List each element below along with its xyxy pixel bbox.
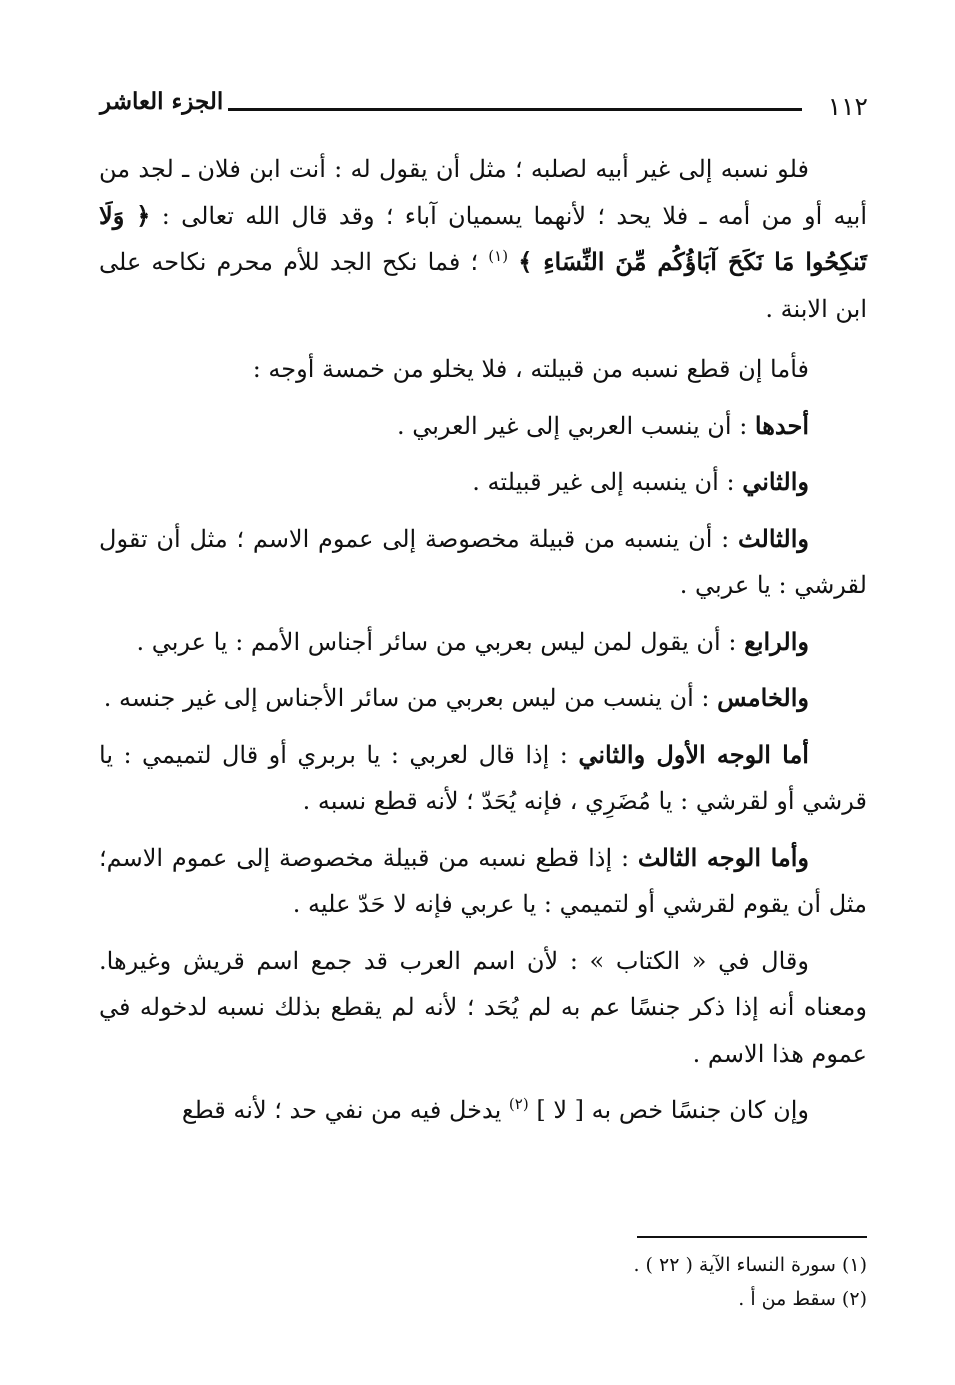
- paragraph-text: : أن ينسبه إلى غير قبيلته .: [472, 468, 735, 496]
- paragraph: [99, 516, 867, 609]
- quran-verse: ﴿ وَلَا تَنكِحُوا مَا نَكَحَ آبَاؤُكُم مِّنَ النِّسَاءِ ﴾: [99, 200, 867, 276]
- header-rule: [228, 108, 802, 111]
- paragraph-lead: وأما الوجه الثالث: [637, 842, 809, 872]
- paragraph: [99, 732, 867, 825]
- footnote-ref: (٢): [508, 1095, 529, 1113]
- paragraph-text: : إذا قطع نسبه من قبيلة مخصوصة إلى عموم الاسم؛ مثل أن يقوم لقرشي أو لتميمي : يا عربي فإنه لا حَدّ عليه .: [99, 843, 867, 918]
- paragraph-text: وإن كان جنسًا خص به [ لا ]: [536, 1096, 809, 1124]
- paragraph-text: ؛ فما نكح الجد للأم محرم نكاحه على ابن الابنة .: [99, 248, 867, 323]
- paragraph: [99, 938, 867, 1078]
- footnote-ref: (١): [488, 247, 509, 265]
- paragraph-lead: والثالث: [737, 523, 809, 553]
- page-number: ١١٢: [827, 92, 868, 121]
- paragraph: [99, 146, 867, 332]
- paragraph: [99, 403, 867, 450]
- paragraph-text: فأما إن قطع نسبه من قبيلته ، فلا يخلو من خمسة أوجه :: [252, 355, 809, 383]
- paragraph-lead: والرابع: [744, 626, 809, 656]
- paragraph-text: : أن ينسب من ليس بعربي من سائر الأجناس إلى غير جنسه .: [103, 684, 710, 712]
- paragraph-lead: والثاني: [742, 467, 809, 496]
- paragraph-lead: أما الوجه الأول والثاني: [578, 739, 809, 769]
- page-body: [99, 146, 867, 1144]
- paragraph: [99, 675, 867, 722]
- paragraph-text: فلو نسبه إلى غير أبيه لصلبه ؛ مثل أن يقول له : أنت ابن فلان ـ لجد من أبيه أو من أمه ـ فلا يحد ؛ لأنهما يسميان آباء ؛ وقد قال الله تعالى :: [99, 155, 867, 230]
- paragraph: [99, 619, 867, 666]
- paragraph-text: وقال في « الكتاب » : لأن اسم العرب قد جمع اسم قريش وغيرها. ومعناه أنه إذا ذكر جنسًا عم به لم يُحَد ؛ لأنه لم يقطع بذلك نسبه لدخوله في عموم هذا الاسم .: [99, 946, 867, 1068]
- footnotes: [99, 1248, 867, 1316]
- running-title: الجزء العاشر: [100, 88, 224, 115]
- paragraph-text: : إذا قال لعربي : يا بربري أو قال لتميمي : يا قرشي أو لقرشي : يا مُضَرِي ، فإنه يُحَدّ ؛ لأنه قطع نسبه .: [99, 740, 867, 815]
- footnote: (١) سورة النساء الآية ( ٢٢ ) .: [633, 1254, 867, 1276]
- paragraph-lead: والخامس: [717, 683, 809, 712]
- paragraph-lead: أحدها: [754, 410, 809, 440]
- footnote-rule: [637, 1236, 867, 1238]
- paragraph: [99, 1087, 867, 1134]
- paragraph-text: يدخل فيه من نفي حد ؛ لأنه قطع: [181, 1096, 502, 1124]
- page-header: [100, 88, 868, 128]
- paragraph: [99, 346, 867, 393]
- footnote: (٢) سقط من أ .: [738, 1288, 867, 1310]
- paragraph: [99, 835, 867, 928]
- paragraph-text: : أن ينسبه من قبيلة مخصوصة إلى عموم الاسم ؛ مثل أن تقول لقرشي : يا عربي .: [99, 524, 867, 599]
- paragraph-text: : أن ينسب العربي إلى غير العربي .: [396, 411, 748, 440]
- paragraph-text: : أن يقول لمن ليس بعربي من سائر أجناس الأمم : يا عربي .: [136, 627, 737, 656]
- paragraph: [99, 459, 867, 506]
